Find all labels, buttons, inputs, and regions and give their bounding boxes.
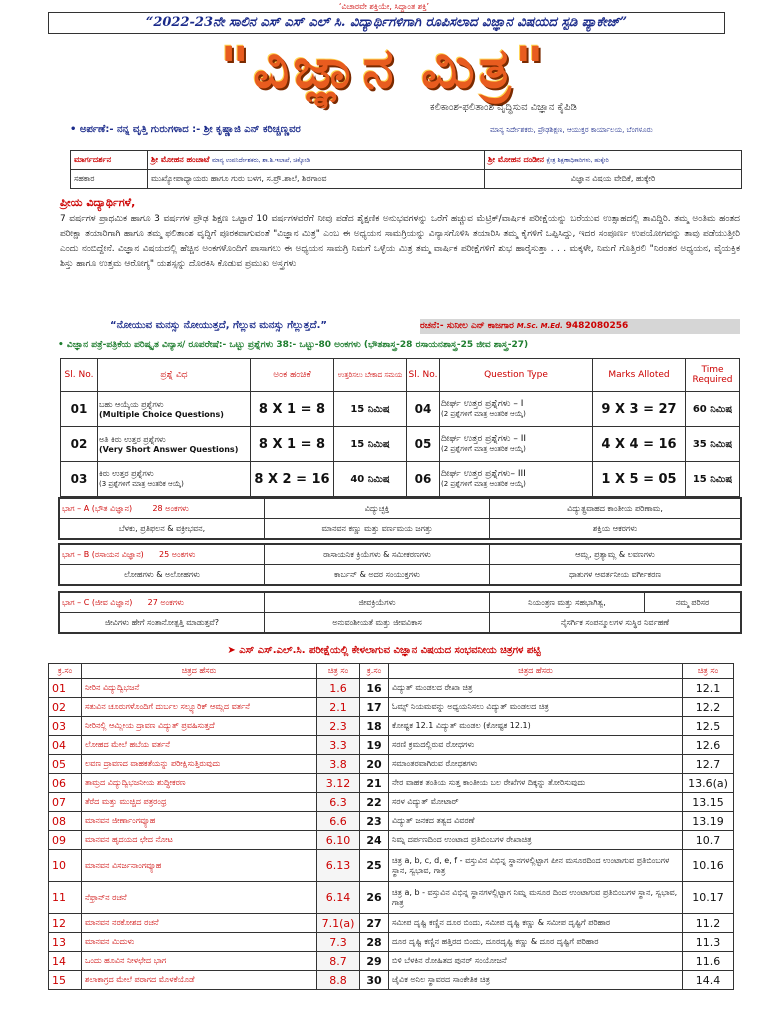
table-row	[49, 736, 734, 755]
office-line: ಮಾನ್ಯ ನಿರ್ದೇಶಕರು, ಪ್ರೌಢಶಿಕ್ಷಣ, ಆಯುಕ್ತರ ಕಾರ್ಯಾಲಯ, ಬೆಂಗಳೂರು	[490, 126, 653, 134]
table-row	[61, 392, 740, 427]
author-qualification: M.Sc. M.Ed.	[516, 322, 563, 330]
marks: 1 X 5 = 05	[593, 462, 686, 497]
col-header: Time Required	[686, 359, 740, 392]
author-phone: 9482080256	[565, 321, 629, 331]
figure-number: 6.14	[317, 882, 360, 914]
diagram-number: 03	[49, 717, 82, 736]
chapter: ಜೀವಕ್ರಿಯೆಗಳು	[265, 593, 490, 613]
question-type-note: (2 ಪ್ರಶ್ನೆಗಳಿಗೆ ಮಾತ್ರ ಆಂತರಿಕ ಆಯ್ಕೆ)	[441, 410, 526, 418]
question-pattern-table	[60, 358, 740, 497]
diagram-number: 02	[49, 698, 82, 717]
diagram-name: ಚಿತ್ರ a, b, c, d, e, f - ವಸ್ತುವಿನ ವಿಭಿನ್ನ ಸ್ಥಾನಗಳಲ್ಲಿಟ್ಟಾಗ ಪೀನ ಮಸೂರದಿಂದ ಉಂಟಾಗುವ ಪ್ರತಿಬಿಂಬಗಳ ಸ್ಥಾನ, ಸ್ವಭಾವ, ಗಾತ್ರ	[389, 850, 683, 882]
diagram-name: ತಾಮ್ರದ ವಿದ್ಯುದ್ವಿಭಜನೀಯ ಶುದ್ಧೀಕರಣ	[82, 774, 317, 793]
page-title: "ವಿಜ್ಞಾನ ಮಿತ್ರ"	[220, 35, 548, 101]
figure-number: 14.4	[683, 971, 734, 990]
author-label: ರಚನೆ:- ಸುನೀಲ ಎನ್ ಕಾಜಗಾರ	[420, 321, 514, 331]
diagram-name: ಓಮ್ಸ್ ನಿಯಮವನ್ನು ಅಧ್ಯಯನಿಸಲು ವಿದ್ಯುತ್ ಮಂಡಲದ ಚಿತ್ರ	[389, 698, 683, 717]
table-row	[49, 793, 734, 812]
chapter: ರಾಸಾಯನಿಕ ಕ್ರಿಯೆಗಳು & ಸಮೀಕರಣಗಳು	[265, 545, 490, 565]
figure-number: 8.7	[317, 952, 360, 971]
part-marks: 27 ಅಂಕಗಳು	[147, 597, 184, 607]
diagram-name: ನೆಫ್ರಾನ್‌ನ ರಚನೆ	[82, 882, 317, 914]
col-header: ಅಂಕ ಹಂಚಿಕೆ	[251, 359, 334, 392]
diagram-number: 19	[360, 736, 389, 755]
dedication-line: • ಅರ್ಪಣೆ:- ನನ್ನ ವೃತ್ತಿ ಗುರುಗಳಾದ :- ಶ್ರೀ ಕೃಷ್ಣಾಜಿ ಎನ್ ಕರಿಚ್ಚಣ್ಣವರ	[70, 124, 301, 135]
marks: 8 X 1 = 8	[251, 392, 334, 427]
diagram-number: 01	[49, 679, 82, 698]
guide-1-name: ಶ್ರೀ ಮೋಹನ ಹಂಚಾಟೆ	[151, 155, 210, 164]
figure-number: 12.6	[683, 736, 734, 755]
figure-number: 7.3	[317, 933, 360, 952]
diagram-name: ಸತುವಿನ ಚೂರುಗಳೊಂದಿಗೆ ದುರ್ಬಲ ಸಲ್ಫ್ಯೂರಿಕ್ ಆಮ್ಲದ ವರ್ತನೆ	[82, 698, 317, 717]
management-table	[70, 150, 742, 189]
diagram-name: ದೂರ ದೃಷ್ಟಿ ಕಣ್ಣಿನ ಹತ್ತಿರದ ಬಿಂದು, ದೂರದೃಷ್ಟಿ ಕಣ್ಣು & ದೂರ ದೃಷ್ಟಿಗೆ ಪರಿಹಾರ	[389, 933, 683, 952]
col-header: Sl. No.	[61, 359, 98, 392]
diagram-name: ಸಮಾಂತರವಾಗಿರುವ ರೋಧಕಗಳು	[389, 755, 683, 774]
question-type-en: (Very Short Answer Questions)	[99, 444, 239, 454]
diagram-number: 27	[360, 914, 389, 933]
time: 35 ನಿಮಿಷ	[686, 427, 740, 462]
table-row	[49, 914, 734, 933]
part-heading	[60, 545, 265, 565]
diagram-number: 10	[49, 850, 82, 882]
part-title: ಭಾಗ – A (ಭೌತ ವಿಜ್ಞಾನ)	[62, 503, 133, 513]
question-type	[440, 392, 593, 427]
row-number: 05	[407, 427, 440, 462]
diagram-name: ವಿದ್ಯುತ್ ಮಂಡಲದ ರೇಖಾ ಚಿತ್ರ	[389, 679, 683, 698]
diagram-number: 17	[360, 698, 389, 717]
author-box	[420, 319, 740, 334]
figure-number: 10.16	[683, 850, 734, 882]
guide-label: ಮಾರ್ಗದರ್ಶನ	[71, 151, 148, 170]
diagram-name: ಮಾನವನ ಜೀರ್ಣಾಂಗವ್ಯೂಹ	[82, 812, 317, 831]
diagram-number: 21	[360, 774, 389, 793]
figure-number: 13.6(a)	[683, 774, 734, 793]
figure-number: 8.8	[317, 971, 360, 990]
diagram-list-title: ➤ ಎಸ್ ಎಸ್.ಎಲ್.ಸಿ. ಪರೀಕ್ಷೆಯಲ್ಲಿ ಕೇಳಲಾಗುವ ವಿಜ್ಞಾನ ವಿಷಯದ ಸಂಭವನೀಯ ಚಿತ್ರಗಳ ಪಟ್ಟಿ	[227, 645, 541, 656]
question-type-kn: ಬಹು ಆಯ್ಕೆಯ ಪ್ರಶ್ನೆಗಳು	[99, 399, 164, 409]
figure-number: 12.1	[683, 679, 734, 698]
diagram-number: 16	[360, 679, 389, 698]
col-header: Question Type	[440, 359, 593, 392]
figure-number: 10.17	[683, 882, 734, 914]
question-type	[440, 427, 593, 462]
col-header: ಕ್ರ.ಸಂ	[49, 664, 82, 679]
diagram-number: 30	[360, 971, 389, 990]
chapter: ವಿದ್ಯುಚ್ಛಕ್ತಿ	[265, 499, 490, 519]
col-header: Sl. No.	[407, 359, 440, 392]
question-type-note: (2 ಪ್ರಶ್ನೆಗಳಿಗೆ ಮಾತ್ರ ಆಂತರಿಕ ಆಯ್ಕೆ)	[441, 480, 526, 488]
diagram-name: ಮಾನವನ ವಿಸರ್ಜನಾಂಗವ್ಯೂಹ	[82, 850, 317, 882]
diagram-number: 25	[360, 850, 389, 882]
time: 15 ನಿಮಿಷ	[334, 392, 407, 427]
diagram-number: 22	[360, 793, 389, 812]
chapter: ಲೋಹಗಳು & ಅಲೋಹಗಳು	[60, 565, 265, 585]
chapter: ಜೀವಿಗಳು ಹೇಗೆ ಸಂತಾನೋತ್ಪತ್ತಿ ಮಾಡುತ್ತವೆ?	[60, 613, 265, 633]
figure-number: 6.3	[317, 793, 360, 812]
diagram-number: 14	[49, 952, 82, 971]
table-row	[49, 850, 734, 882]
diagram-name: ಜೈವಿಕ ಅನಿಲ ಸ್ಥಾವರದ ಸಾಂಕೇತಿಕ ಚಿತ್ರ	[389, 971, 683, 990]
quote: “ನೋಯುವ ಮನಸ್ಸು ನೋಯುತ್ತದೆ, ಗೆಲ್ಲುವ ಮನಸ್ಸು ಗೆಲ್ಲುತ್ತದೆ.”	[110, 320, 327, 331]
diagram-number: 18	[360, 717, 389, 736]
table-row	[49, 971, 734, 990]
headline: “2022-23ನೇ ಸಾಲಿನ ಎಸ್ ಎಸ್ ಎಲ್ ಸಿ. ವಿದ್ಯಾರ್ಥಿಗಳಿಗಾಗಿ ರೂಪಿಸಲಾದ ವಿಜ್ಞಾನ ವಿಷಯದ ಸ್ಟಡಿ ಪ್ಯಾಕೇಜ್”	[48, 12, 725, 34]
col-header: ಪ್ರಶ್ನೆ ವಿಧ	[98, 359, 251, 392]
question-type	[98, 392, 251, 427]
diagram-name: ನೀರಿನ ವಿದ್ಯುದ್ವಿಭಜನೆ	[82, 679, 317, 698]
marks: 8 X 2 = 16	[251, 462, 334, 497]
guide-1	[148, 151, 485, 170]
diagram-number: 28	[360, 933, 389, 952]
diagram-number: 26	[360, 882, 389, 914]
chapter: ಶಕ್ತಿಯ ಆಕರಗಳು	[490, 519, 741, 539]
assist-text: ಮುಖ್ಯೋಪಾಧ್ಯಾಯರು ಹಾಗೂ ಗುರು ಬಳಗ, ಸ.ಪ್ರೌ.ಶಾಲೆ, ಶಿರಗಾಂವ	[148, 170, 485, 189]
figure-number: 11.6	[683, 952, 734, 971]
figure-number: 11.2	[683, 914, 734, 933]
diagram-list-table	[48, 663, 734, 990]
diagram-name: ಬಿಳಿ ಬೆಳಕಿನ ರೋಹಿತದ ಪುನರ್ ಸಂಯೋಜನೆ	[389, 952, 683, 971]
question-type-kn: ಕಿರು ಉತ್ತರ ಪ್ರಶ್ನೆಗಳು	[99, 469, 154, 478]
row-number: 04	[407, 392, 440, 427]
guide-2	[485, 151, 742, 170]
figure-number: 12.2	[683, 698, 734, 717]
letter-body: 7 ವರ್ಷಗಳ ಪ್ರಾಥಮಿಕ ಹಾಗೂ 3 ವರ್ಷಗಳ ಪ್ರೌಢ ಶಿಕ್ಷಣ ಒಟ್ಟಾರೆ 10 ವರ್ಷಗಳವರೆಗೆ ನೀವು ಪಡೆದ ಶೈಕ್ಷಣಿಕ ಅನುಭವಗಳನ್ನು ಒರೆಗೆ ಹಚ್ಚುವ ಮೆಟ್ರಿಕ್/ವಾರ್ಷಿಕ ಪರೀಕ್ಷೆಯನ್ನು ಬರೆಯುವ ಉತ್ಸಾಹದಲ್ಲಿ ತಾವಿದ್ದಿರಿ. ತಮ್ಮ ಅಂತಿಮ ಹಂತದ ಪರೀಕ್ಷಾ ತಯಾರಿಗಾಗಿ ಹಾಗೂ ತಮ್ಮ ಫಲಿತಾಂಶ ವೃದ್ಧಿಗೆ ಪೂರಕವಾಗುವಂತೆ "ವಿಜ್ಞಾನ ಮಿತ್ರ" ಎಂಬ ಈ ಅಧ್ಯಯನ ಸಾಮಗ್ರಿಯನ್ನು ವಿನ್ಯಾಸಗೊಳಿಸಿ ತಯಾರಿಸಿ ತಮ್ಮ ಕೈಗಳಿಗೆ ಒಪ್ಪಿಸಿದ್ದು, ಇದರ ಸಂಪೂರ್ಣ ಉಪಯೋಗವನ್ನು ತಾವು ಪಡೆಯುತ್ತೀರಿ ಎಂದು ನಂಬಿದ್ದೇನೆ. ವಿಜ್ಞಾನ ವಿಷಯದಲ್ಲಿ ಹೆಚ್ಚಿನ ಅಂಕಗಳೊಂದಿಗೆ ಪಾಸಾಗಲು ಈ ಅಧ್ಯಯನ ಸಾಮಗ್ರಿ ನಿಮಗೆ ಒಳ್ಳೆಯ ಮಿತ್ರ ತಮ್ಮ ವಾರ್ಷಿಕ ಪರೀಕ್ಷೆಗಳಿಗೆ ಶುಭ ಹಾರೈಸುತ್ತಾ . . . ಮಕ್ಕಳೇ, ನಿಮಗೆ ಗೊತ್ತಿರಲಿ "ನಿರಂತರ ಅಧ್ಯಯನ, ವೈಯಕ್ತಿಕ ಶಿಸ್ತು ಹಾಗೂ ಉತ್ತಮ ಆರೋಗ್ಯ" ಯಶಸ್ಸನ್ನು ದೊರಕಿಸಿ ಕೊಡುವ ಪ್ರಮುಖ ಅಸ್ತ್ರಗಳು	[60, 214, 740, 269]
marks: 4 X 4 = 16	[593, 427, 686, 462]
figure-number: 11.3	[683, 933, 734, 952]
assist-label: ಸಹಕಾರ	[71, 170, 148, 189]
chapter: ವಿದ್ಯುತ್ಪ್ರವಾಹದ ಕಾಂತೀಯ ಪರಿಣಾಮ,	[490, 499, 741, 519]
table-row	[49, 698, 734, 717]
diagram-number: 08	[49, 812, 82, 831]
diagram-number: 07	[49, 793, 82, 812]
diagram-name: ವಿದ್ಯುತ್ ಜನಕದ ತತ್ವದ ವಿವರಣೆ	[389, 812, 683, 831]
diagram-name: ತೆರೆದ ಮತ್ತು ಮುಚ್ಚಿದ ಪತ್ರರಂಧ್ರ	[82, 793, 317, 812]
row-number: 01	[61, 392, 98, 427]
chapter: ಅನುವಂಶೀಯತೆ ಮತ್ತು ಜೀವವಿಕಾಸ	[265, 613, 490, 633]
diagram-name: ಮಾನವನ ಹೃದಯದ ಛೇದ ನೋಟ	[82, 831, 317, 850]
motto: ‘ವಿಚಾರವೇ ಶಕ್ತಿಯೇ, ಸಿದ್ಧಾಂತ ಶಕ್ತಿ’	[338, 2, 430, 11]
figure-number: 12.5	[683, 717, 734, 736]
chapter: ಆಮ್ಲ, ಪ್ರತ್ಯಾಮ್ಲ & ಲವಣಗಳು	[490, 545, 741, 565]
diagram-name: ಲೋಹದ ಮೇಲೆ ಹಬೆಯ ವರ್ತನೆ	[82, 736, 317, 755]
table-row	[61, 462, 740, 497]
forum-text: ವಿಜ್ಞಾನ ವಿಷಯ ವೇದಿಕೆ, ಹುಕ್ಕೇರಿ	[485, 170, 742, 189]
diagram-number: 13	[49, 933, 82, 952]
figure-number: 2.1	[317, 698, 360, 717]
diagram-name: ಒಂದು ಹೂವಿನ ನೀಳಛೇದ ಭಾಗ	[82, 952, 317, 971]
question-type-note: (2 ಪ್ರಶ್ನೆಗಳಿಗೆ ಮಾತ್ರ ಆಂತರಿಕ ಆಯ್ಕೆ)	[441, 445, 526, 453]
diagram-number: 12	[49, 914, 82, 933]
diagram-name: ಸರಳ ವಿದ್ಯುತ್ ಮೋಟಾರ್	[389, 793, 683, 812]
question-type-en: (Multiple Choice Questions)	[99, 409, 224, 419]
part-a-box	[58, 497, 742, 540]
question-type-kn: ದೀರ್ಘ ಉತ್ತರ ಪ್ರಶ್ನೆಗಳು– III	[441, 469, 526, 479]
chapter: ಬೆಳಕು, ಪ್ರತಿಫಲನ & ವಕ್ರೀಭವನ,	[60, 519, 265, 539]
guide-1-role: ಮಾನ್ಯ ಉಪನಿರ್ದೇಶಕರು, ಶಾ.ಶಿ.ಇಲಾಖೆ, ಚಿಕ್ಕೋಡಿ	[211, 157, 311, 164]
question-type	[440, 462, 593, 497]
diagram-number: 05	[49, 755, 82, 774]
figure-number: 6.13	[317, 850, 360, 882]
diagram-name: ನಿಮ್ನ ದರ್ಪಣದಿಂದ ಉಂಟಾದ ಪ್ರತಿಬಿಂಬಗಳ ರೇಖಾಚಿತ್ರ	[389, 831, 683, 850]
diagram-number: 29	[360, 952, 389, 971]
row-number: 03	[61, 462, 98, 497]
figure-number: 13.19	[683, 812, 734, 831]
figure-number: 13.15	[683, 793, 734, 812]
time: 15 ನಿಮಿಷ	[334, 427, 407, 462]
part-title: ಭಾಗ – B (ರಸಾಯನ ವಿಜ್ಞಾನ)	[62, 549, 144, 559]
part-marks: 28 ಅಂಕಗಳು	[152, 503, 189, 513]
diagram-name: ನೇರ ವಾಹಕ ತಂತಿಯ ಸುತ್ತ ಕಾಂತೀಯ ಬಲ ರೇಖೆಗಳ ದಿಕ್ಕನ್ನು ತೋರಿಸುವುದು	[389, 774, 683, 793]
part-marks: 25 ಅಂಕಗಳು	[159, 549, 196, 559]
subtitle: ಕಲಿಕಾಂಶ-ಫಲಿತಾಂಶ ವೃದ್ಧಿಸುವ ವಿಜ್ಞಾನ ಕೈಪಿಡಿ	[430, 102, 577, 113]
question-type	[98, 427, 251, 462]
row-number: 06	[407, 462, 440, 497]
scheme-line: • ವಿಜ್ಞಾನ ಪತ್ರೆ-ಪತ್ರಿಕೆಯ ಪರಿಷ್ಕೃತ ವಿನ್ಯಾಸ/ ರೂಪರೇಷೆ:- ಒಟ್ಟು ಪ್ರಶ್ನೆಗಳು 38:- ಒಟ್ಟು-80 ಅಂಕಗಳು (ಭೌತಶಾಸ್ತ್ರ-28 ರಸಾಯನಶಾಸ್ತ್ರ-25 ಜೀವ ಶಾಸ್ತ್ರ-27)	[58, 340, 529, 350]
salutation: ಪ್ರೀಯ ವಿದ್ಯಾರ್ಥಿಗಳೆ,	[60, 196, 136, 209]
question-type-en: (3 ಪ್ರಶ್ನೆಗಳಿಗೆ ಮಾತ್ರ ಆಂತರಿಕ ಆಯ್ಕೆ)	[99, 480, 184, 488]
marks: 8 X 1 = 8	[251, 427, 334, 462]
marks: 9 X 3 = 27	[593, 392, 686, 427]
chapter: ನೈಸರ್ಗಿಕ ಸಂಪನ್ಮೂಲಗಳ ಸುಸ್ಥಿರ ನಿರ್ವಹಣೆ	[490, 613, 741, 633]
table-row	[49, 717, 734, 736]
diagram-name: ಶಲಾಕಾಗ್ರದ ಮೇಲೆ ಪರಾಗದ ಮೊಳಕೆಯೊಡೆ	[82, 971, 317, 990]
diagram-name: ಮಾನವನ ನರಕೋಶದ ರಚನೆ	[82, 914, 317, 933]
figure-number: 6.6	[317, 812, 360, 831]
table-row	[49, 812, 734, 831]
chapter: ಧಾತುಗಳ ಆವರ್ತನೀಯ ವರ್ಗೀಕರಣ	[490, 565, 741, 585]
time: 60 ನಿಮಿಷ	[686, 392, 740, 427]
figure-number: 3.3	[317, 736, 360, 755]
diagram-number: 23	[360, 812, 389, 831]
part-c-box	[58, 591, 742, 634]
figure-number: 3.12	[317, 774, 360, 793]
part-title: ಭಾಗ – C (ಜೀವ ವಿಜ್ಞಾನ)	[62, 597, 133, 607]
col-header: Marks Alloted	[593, 359, 686, 392]
question-type-kn: ಅತಿ ಕಿರು ಉತ್ತರ ಪ್ರಶ್ನೆಗಳು	[99, 434, 166, 444]
diagram-number: 15	[49, 971, 82, 990]
chapter: ನಮ್ಮ ಪರಿಸರ	[645, 593, 741, 613]
time: 15 ನಿಮಿಷ	[686, 462, 740, 497]
col-header: ಚಿತ್ರ ಸಂ	[683, 664, 734, 679]
diagram-name: ಲವಣ ದ್ರಾವಣದ ವಾಹಕತೆಯನ್ನು ಪರೀಕ್ಷಿಸುತ್ತಿರುವುದು	[82, 755, 317, 774]
col-header: ಉತ್ತರಿಸಲು ಬೇಕಾದ ಸಮಯ	[334, 359, 407, 392]
col-header: ಚಿತ್ರ ಸಂ	[317, 664, 360, 679]
table-row	[49, 774, 734, 793]
figure-number: 6.10	[317, 831, 360, 850]
diagram-number: 04	[49, 736, 82, 755]
chapter: ಕಾರ್ಬನ್ & ಅದರ ಸಂಯುಕ್ತಗಳು	[265, 565, 490, 585]
diagram-name: ಸರಣಿ ಕ್ರಮದಲ್ಲಿರುವ ರೋಧಗಳು	[389, 736, 683, 755]
diagram-number: 09	[49, 831, 82, 850]
figure-number: 3.8	[317, 755, 360, 774]
table-row	[49, 679, 734, 698]
table-row	[49, 831, 734, 850]
table-row	[49, 755, 734, 774]
table-row	[49, 882, 734, 914]
row-number: 02	[61, 427, 98, 462]
question-type	[98, 462, 251, 497]
diagram-number: 20	[360, 755, 389, 774]
chapter: ಮಾನವನ ಕಣ್ಣು ಮತ್ತು ವರ್ಣಮಯ ಜಗತ್ತು	[265, 519, 490, 539]
diagram-name: ಚಿತ್ರ a, b - ವಸ್ತುವಿನ ವಿಭಿನ್ನ ಸ್ಥಾನಗಳಲ್ಲಿಟ್ಟಾಗ ನಿಮ್ನ ಮಸೂರ ದಿಂದ ಉಂಟಾಗುವ ಪ್ರತಿಬಿಂಬಗಳ ಸ್ಥಾನ, ಸ್ವಭಾವ, ಗಾತ್ರ	[389, 882, 683, 914]
part-heading	[60, 593, 265, 613]
part-heading	[60, 499, 265, 519]
diagram-number: 06	[49, 774, 82, 793]
chapter: ನಿಯಂತ್ರಣ ಮತ್ತು ಸಹಭಾಗಿತ್ವ,	[490, 593, 645, 613]
table-row	[49, 952, 734, 971]
question-type-kn: ದೀರ್ಘ ಉತ್ತರ ಪ್ರಶ್ನೆಗಳು – I	[441, 399, 524, 409]
diagram-name: ನೀರಿನಲ್ಲಿ ಆಮ್ಲೀಯ ದ್ರಾವಣ ವಿದ್ಯುತ್ ಪ್ರವಹಿಸುತ್ತದೆ	[82, 717, 317, 736]
diagram-name: ಕೋಷ್ಟಕ 12.1 ವಿದ್ಯುತ್ ಮಂಡಲ (ಕೋಷ್ಟಕ 12.1)	[389, 717, 683, 736]
col-header: ಚಿತ್ರದ ಹೆಸರು	[389, 664, 683, 679]
col-header: ಚಿತ್ರದ ಹೆಸರು	[82, 664, 317, 679]
col-header: ಕ್ರ.ಸಂ	[360, 664, 389, 679]
figure-number: 10.7	[683, 831, 734, 850]
diagram-number: 24	[360, 831, 389, 850]
table-row	[49, 933, 734, 952]
time: 40 ನಿಮಿಷ	[334, 462, 407, 497]
diagram-number: 11	[49, 882, 82, 914]
guide-2-name: ಶ್ರೀ ಮೋಹನ ದಂಡೀನ	[488, 155, 544, 164]
table-row	[61, 427, 740, 462]
part-b-box	[58, 543, 742, 586]
diagram-name: ಸಮೀಪ ದೃಷ್ಟಿ ಕಣ್ಣಿನ ದೂರ ಬಿಂದು, ಸಮೀಪ ದೃಷ್ಟಿ ಕಣ್ಣು & ಸಮೀಪ ದೃಷ್ಟಿಗೆ ಪರಿಹಾರ	[389, 914, 683, 933]
diagram-name: ಮಾನವನ ಮಿದುಳು	[82, 933, 317, 952]
figure-number: 12.7	[683, 755, 734, 774]
figure-number: 1.6	[317, 679, 360, 698]
guide-2-role: ಕ್ಷೇತ್ರ ಶಿಕ್ಷಣಾಧಿಕಾರಿಗಳು, ಹುಕ್ಕೇರಿ	[546, 157, 609, 164]
figure-number: 7.1(a)	[317, 914, 360, 933]
figure-number: 2.3	[317, 717, 360, 736]
question-type-kn: ದೀರ್ಘ ಉತ್ತರ ಪ್ರಶ್ನೆಗಳು – II	[441, 434, 526, 444]
